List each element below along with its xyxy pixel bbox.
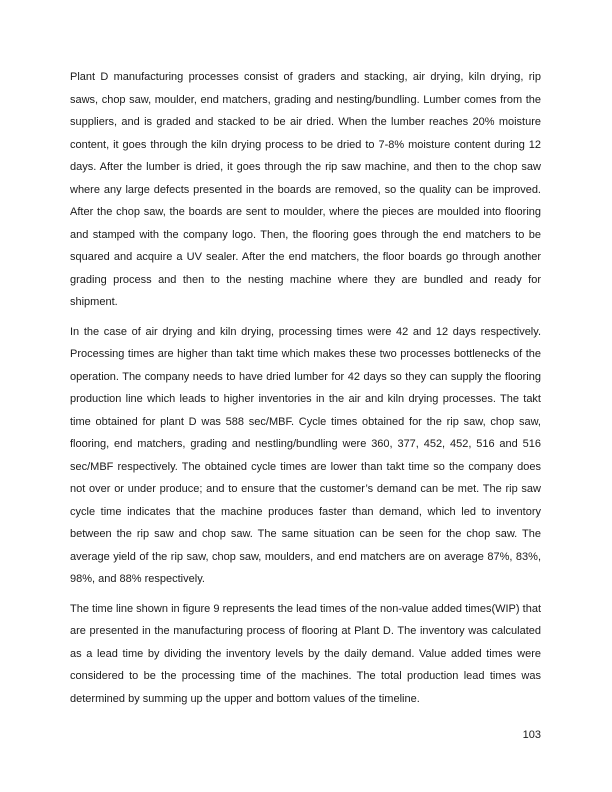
paragraph-plant-d-processes: Plant D manufacturing processes consist of graders and stacking, air drying, kiln drying, rip saws, chop saw, moulder, end matchers, grading and nesting/bundling. Lumber comes from the suppliers, and is graded and stacked to be air dried. When the lumber reaches 20% moisture content, it goes through the kiln drying process to be dried to 7-8% moisture content during 12 days. After the lumber is dried, it goes through the rip saw machine, and then to the chop saw where any large defects presented in the boards are removed, so the quality can be improved. After the chop saw, the boards are sent to moulder, where the pieces are moulded into flooring and stamped with the company logo. Then, the flooring goes through the end matchers to be squared and acquire a UV sealer. After the end matchers, the floor boards go through another grading process and then to the nesting machine where they are bundled and ready for shipment.	[70, 71, 541, 308]
paragraph-takt-cycle-times: In the case of air drying and kiln drying, processing times were 42 and 12 days respectively. Processing times are higher than takt time which makes these two processes bottlenecks of the operation. The company needs to have dried lumber for 42 days so they can supply the flooring production line which leads to higher inventories in the air and kiln drying processes. The takt time obtained for plant D was 588 sec/MBF. Cycle times obtained for the rip saw, chop saw, flooring, end matchers, grading and nestling/bundling were 360, 377, 452, 452, 516 and 516 sec/MBF respectively. The obtained cycle times are lower than takt time so the company does not over or under produce; and to ensure that the customer’s demand can be met. The rip saw cycle time indicates that the machine produces faster than demand, which led to inventory between the rip saw and chop saw. The same situation can be seen for the chop saw. The average yield of the rip saw, chop saw, moulders, and end matchers are on average 87%, 83%, 98%, and 88% respectively.	[70, 325, 541, 585]
page-number: 103	[522, 729, 541, 741]
paragraph-timeline-lead-times: The time line shown in figure 9 represents the lead times of the non-value added times(WIP) that are presented in the manufacturing process of flooring at Plant D. The inventory was calculated as a lead time by dividing the inventory levels by the daily demand. Value added times were considered to be the processing time of the machines. The total production lead times was determined by summing up the upper and bottom values of the timeline.	[70, 602, 541, 705]
page-content	[70, 66, 541, 717]
